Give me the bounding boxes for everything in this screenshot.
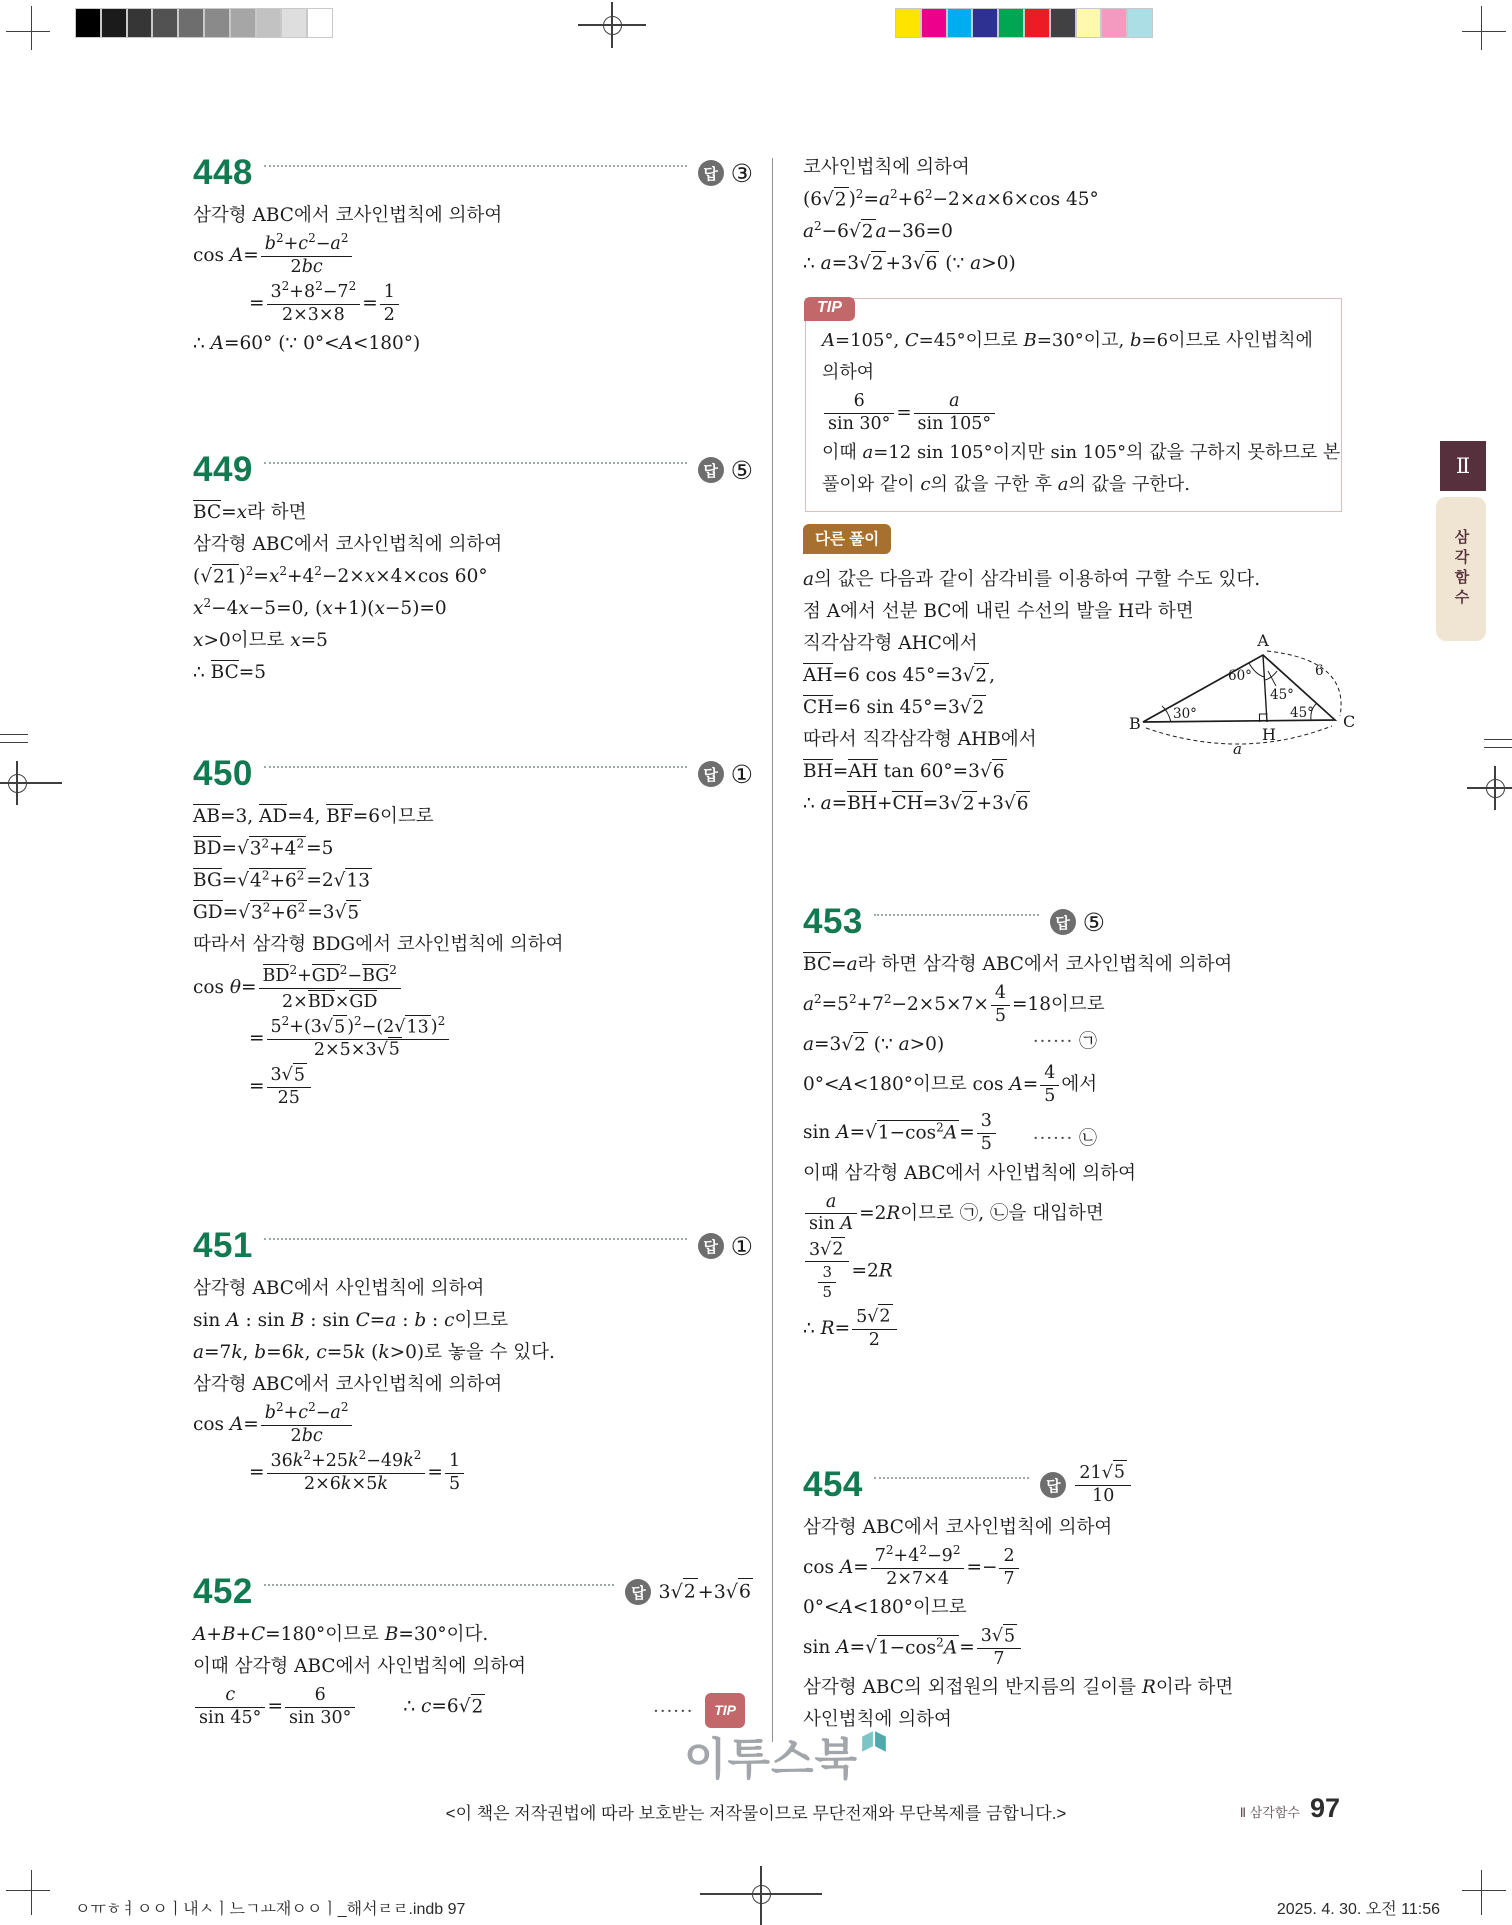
answer-value: 3√2 +3√6 xyxy=(658,1583,753,1602)
text-line: a의 값은 다음과 같이 삼각비를 이용하여 구할 수도 있다. xyxy=(803,569,1261,590)
color-swatch xyxy=(204,8,230,38)
text-line: ∴ R= $\frac{5√2}{2}$ xyxy=(803,1305,1105,1353)
color-calibration-bar xyxy=(895,8,1153,38)
dotted-leader xyxy=(874,914,1039,916)
answer-badge xyxy=(625,1579,753,1605)
problem-number: 448 xyxy=(193,153,253,192)
problem-451 xyxy=(193,1223,753,1497)
crop-mark xyxy=(1481,1870,1482,1915)
text-line: ∴ A=60° (∵ 0°<A<180°) xyxy=(193,333,421,355)
dotted-leader xyxy=(874,1477,1030,1479)
color-swatch xyxy=(1050,8,1076,38)
answer-badge xyxy=(698,1233,753,1259)
tip-lines xyxy=(822,325,1341,501)
crop-mark xyxy=(1462,1890,1506,1891)
solution-lines xyxy=(803,152,1343,280)
text-line: 삼각형 ABC에서 코사인법칙에 의하여 xyxy=(193,534,503,555)
problem-451-header xyxy=(193,1223,753,1269)
problem-452-header xyxy=(193,1569,753,1615)
page-number: 97 xyxy=(1309,1793,1340,1823)
text-line: $a^2=5^2+7^2-2\times 5\times 7\times$ $\frac{4}{5}$ =18이므로 xyxy=(803,983,1105,1026)
answer-label-icon: 답 xyxy=(625,1579,651,1605)
color-swatch xyxy=(281,8,307,38)
solution-lines xyxy=(193,497,753,689)
alternate-solution-label: 다른 풀이 xyxy=(803,524,891,554)
text-line: $GD=√3^2+6^2 =3√5$ xyxy=(193,899,360,923)
text-line: 삼각형 ABC에서 코사인법칙에 의하여 xyxy=(193,205,503,226)
text-line: x>0이므로 x=5 xyxy=(193,630,328,651)
text-line: a=3√2 (∵ a>0) ······ ㉠ xyxy=(803,1031,1097,1056)
text-line: BC=a라 하면 삼각형 ABC에서 코사인법칙에 의하여 xyxy=(803,954,1233,975)
color-swatch xyxy=(1127,8,1153,38)
solution-lines xyxy=(803,1512,1234,1736)
text-line: $\frac{6}{\sin 30^\circ}$ = $\frac{a}{\sin 105^\circ}$ xyxy=(822,389,1325,437)
text-line: A+B+C=180°이므로 B=30°이다. xyxy=(193,1624,489,1645)
text-line: 삼각형 ABC의 외접원의 반지름의 길이를 R이라 하면 xyxy=(803,1677,1234,1699)
grayscale-calibration-bar xyxy=(75,8,333,38)
text-line: $BG=√4^2+6^2 =2√13$ xyxy=(193,867,370,891)
problem-number: 452 xyxy=(193,1572,253,1611)
angle-a-right-label: 45° xyxy=(1270,687,1294,703)
answer-label-icon: 답 xyxy=(1040,1472,1066,1498)
color-swatch xyxy=(1101,8,1127,38)
vertex-a-label: A xyxy=(1257,631,1269,650)
text-line: ∴ a=BH+CH=3√2 +3√6 xyxy=(803,788,1348,820)
text-line: $\frac{a}{\text{sin A}}$ =2R이므로 ㉠, ㉡을 대입하면 xyxy=(803,1190,1105,1238)
problem-448 xyxy=(193,150,753,360)
trim-tick xyxy=(0,742,28,743)
text-line: ∴ BC=5 xyxy=(193,662,267,683)
crop-mark xyxy=(1462,31,1506,32)
side-ac-label: 6 xyxy=(1315,663,1324,679)
text-line: $\sin A=√1-\cos^2A$ = $\frac{3}{5}$ ······ ㉡ xyxy=(803,1111,1097,1154)
text-line: (√21 )$^2=x^2+4^2-2\times x\times 4\times\cos$ 60° xyxy=(193,563,488,587)
side-bc-label: a xyxy=(1233,740,1242,758)
dotted-leader xyxy=(264,1238,687,1240)
page-footer xyxy=(1240,1793,1340,1824)
text-line: $BD=√3^2+4^2 =5$ xyxy=(193,835,334,859)
solution-lines xyxy=(193,801,753,1112)
text-line: 따라서 직각삼각형 AHB에서 xyxy=(803,729,1037,750)
text-line: = $\frac{3^2+8^2-7^2}{2\times 3\times 8}$ = $\frac{1}{2}$ xyxy=(193,280,753,328)
problem-449 xyxy=(193,447,753,689)
angle-c-label: 45° xyxy=(1290,705,1314,721)
prepress-timestamp: 2025. 4. 30. 오전 11:56 xyxy=(1276,1901,1440,1918)
answer-value: $\frac{21√5}{10}$ xyxy=(1073,1461,1133,1509)
chapter-tab xyxy=(1436,497,1486,641)
problem-number: 449 xyxy=(193,450,253,489)
text-line: CH=6 sin 45°=3√2 xyxy=(803,692,1348,724)
book-icon xyxy=(860,1728,888,1756)
color-swatch xyxy=(972,8,998,38)
color-swatch xyxy=(947,8,973,38)
dotted-leader xyxy=(264,1584,615,1586)
text-line: 삼각형 ABC에서 사인법칙에 의하여 xyxy=(193,1278,485,1299)
column-divider xyxy=(772,158,773,1742)
text-line: $a^2-6√2$ a−36=0 xyxy=(803,218,953,242)
text-line: $\frac{c}{\sin 45^\circ}$ = $\frac{6}{\sin 30^\circ}$ ∴ c=6√2 ······ TIP xyxy=(193,1683,753,1731)
chapter-tab-label: 삼각함수 xyxy=(1452,529,1470,609)
vertex-b-label: B xyxy=(1129,714,1141,733)
solution-lines xyxy=(193,200,753,360)
answer-value: ⑤ xyxy=(1082,907,1105,937)
prepress-filename: ㅇㅠㅎㅕㅇㅇㅣ내ㅅㅣ느ㄱㅛ재ㅇㅇㅣ_해서ㄹㄹ.indb 97 xyxy=(75,1901,466,1918)
problem-452-continued xyxy=(803,152,1343,280)
text-line: 의하여 xyxy=(822,362,875,383)
dotted-leader xyxy=(264,165,687,167)
text-line: BC=x라 하면 xyxy=(193,502,307,523)
text-line: 삼각형 ABC에서 코사인법칙에 의하여 xyxy=(803,1517,1113,1538)
text-line: $x^2-4x-5=0$, (x+1)(x−5)=0 xyxy=(193,595,447,619)
text-line: a=7k, b=6k, c=5k (k>0)로 놓을 수 있다. xyxy=(193,1342,555,1363)
text-line: 풀이와 같이 c의 값을 구한 후 a의 값을 구한다. xyxy=(822,474,1190,496)
color-swatch xyxy=(127,8,153,38)
publisher-logo-text: 이투스북 xyxy=(684,1735,859,1784)
crop-mark xyxy=(31,6,32,50)
answer-label-icon: 답 xyxy=(1050,909,1076,935)
text-line: 이때 a=12 sin 105°이지만 sin 105°의 값을 구하지 못하므로 본 xyxy=(822,442,1341,464)
crop-mark xyxy=(31,1870,32,1915)
trim-tick xyxy=(0,734,28,735)
color-swatch xyxy=(998,8,1024,38)
publisher-logo xyxy=(684,1736,888,1784)
angle-b-label: 30° xyxy=(1173,706,1197,722)
answer-badge xyxy=(698,761,753,787)
problem-450 xyxy=(193,751,753,1112)
tip-box-label: TIP xyxy=(804,297,855,321)
text-line: = $\frac{36k^2+25k^2-49k^2}{2\times 6k\times 5k}$ = $\frac{1}{5}$ xyxy=(193,1449,753,1497)
answer-value: ③ xyxy=(730,158,753,188)
solution-lines xyxy=(193,1619,753,1731)
angle-arc-a-right xyxy=(1265,671,1277,680)
color-swatch xyxy=(230,8,256,38)
text-line: BH=AH tan 60°=3√6 xyxy=(803,756,1348,788)
answer-badge xyxy=(1050,909,1105,935)
answer-badge xyxy=(698,160,753,186)
text-line: 이때 삼각형 ABC에서 사인법칙에 의하여 xyxy=(193,1656,527,1677)
color-swatch xyxy=(1076,8,1102,38)
text-line: cos θ= $\frac{BD^2+GD^2-BG^2}{2\times BD\times GD}$ xyxy=(193,961,753,1015)
text-line: 점 A에서 선분 BC에 내린 수선의 발을 H라 하면 xyxy=(803,601,1194,622)
problem-453-header xyxy=(803,899,1105,945)
foot-h-label: H xyxy=(1262,725,1276,744)
text-line: 코사인법칙에 의하여 xyxy=(803,157,970,178)
color-swatch xyxy=(152,8,178,38)
triangle-figure xyxy=(1113,618,1363,768)
problem-450-header xyxy=(193,751,753,797)
problem-449-header xyxy=(193,447,753,493)
text-line: 직각삼각형 AHC에서 xyxy=(803,633,978,654)
unit-tab xyxy=(1440,441,1486,491)
color-swatch xyxy=(921,8,947,38)
trim-tick xyxy=(1484,739,1512,740)
text-line: 0°<A<180°이므로 xyxy=(803,1597,967,1619)
problem-453 xyxy=(803,899,1233,1353)
text-line: A=105°, C=45°이므로 B=30°이고, b=6이므로 사인법칙에 xyxy=(822,330,1313,351)
text-line: cos A= $\frac{b^2+c^2-a^2}{2bc}$ xyxy=(193,1401,753,1449)
text-line: (6√2 )$^2=a^2+6^2-2\times a\times 6\times\cos$ 45° xyxy=(803,186,1099,210)
color-swatch xyxy=(101,8,127,38)
color-swatch xyxy=(895,8,921,38)
tip-box xyxy=(805,298,1342,512)
text-line: AH=6 cos 45°=3√2 , xyxy=(803,660,1348,692)
color-swatch xyxy=(178,8,204,38)
problem-number: 453 xyxy=(803,902,863,941)
vertex-c-label: C xyxy=(1343,712,1356,731)
answer-value: ⑤ xyxy=(730,455,753,485)
problem-448-header xyxy=(193,150,753,196)
answer-label-icon: 답 xyxy=(698,160,724,186)
text-line: = $\frac{5^2+(3√5 )^2-(2√13 )^2}{2\times 5\times 3√5}$ xyxy=(193,1015,753,1063)
problem-number: 454 xyxy=(803,1465,863,1504)
text-line: = $\frac{3√5}{25}$ xyxy=(193,1063,753,1111)
text-line: AB=3, AD=4, BF=6이므로 xyxy=(193,806,434,827)
answer-badge xyxy=(1040,1461,1133,1509)
solution-lines xyxy=(193,1273,753,1497)
unit-tab-label: Ⅱ xyxy=(1455,454,1471,478)
text-line: cos A= $\frac{b^2+c^2-a^2}{2bc}$ xyxy=(193,232,753,280)
answer-value: ① xyxy=(730,759,753,789)
altitude-line xyxy=(1263,655,1267,722)
problem-number: 451 xyxy=(193,1226,253,1265)
crop-mark xyxy=(1481,6,1482,50)
answer-label-icon: 답 xyxy=(698,1233,724,1259)
dotted-leader xyxy=(264,462,687,464)
text-line: 0°<A<180°이므로 cos A= $\frac{4}{5}$ 에서 xyxy=(803,1063,1098,1106)
solution-lines xyxy=(803,949,1233,1353)
text-line: ∴ a=3√2 +3√6 (∵ a>0) xyxy=(803,248,1343,280)
crop-mark xyxy=(6,31,50,32)
text-line: 사인법칙에 의하여 xyxy=(803,1709,952,1731)
answer-value: ① xyxy=(730,1231,753,1261)
text-line: $\sin A=√1-\cos^2A$ = $\frac{3√5}{7}$ xyxy=(803,1624,1133,1672)
angle-a-left-label: 60° xyxy=(1228,668,1252,684)
chapter-footer-label: Ⅱ 삼각함수 xyxy=(1239,1805,1300,1820)
trim-tick xyxy=(1484,747,1512,748)
text-line: cos A= $\frac{7^2+4^2-9^2}{2\times 7\times 4}$ =− $\frac{2}{7}$ xyxy=(803,1544,1133,1592)
color-swatch xyxy=(75,8,101,38)
problem-454 xyxy=(803,1462,1234,1736)
copyright-notice: <이 책은 저작권법에 따라 보호받는 저작물이므로 무단전재와 무단복제를 금합니다.> xyxy=(445,1804,1067,1823)
text-line: $\frac{3√2}{\frac{3}{5}}$ =2R xyxy=(803,1238,1105,1305)
answer-badge xyxy=(698,457,753,483)
text-line: 따라서 삼각형 BDG에서 코사인법칙에 의하여 xyxy=(193,934,564,955)
text-line: 이때 삼각형 ABC에서 사인법칙에 의하여 xyxy=(803,1162,1137,1184)
dotted-leader xyxy=(264,766,687,768)
color-swatch xyxy=(256,8,282,38)
color-swatch xyxy=(1024,8,1050,38)
text-line: sin A : sin B : sin C=a : b : c이므로 xyxy=(193,1310,509,1331)
problem-452 xyxy=(193,1569,753,1731)
crop-mark xyxy=(6,1890,50,1891)
answer-label-icon: 답 xyxy=(698,761,724,787)
problem-number: 450 xyxy=(193,754,253,793)
answer-label-icon: 답 xyxy=(698,457,724,483)
problem-454-header xyxy=(803,1462,1133,1508)
text-line: 삼각형 ABC에서 코사인법칙에 의하여 xyxy=(193,1374,503,1395)
color-swatch xyxy=(307,8,333,38)
